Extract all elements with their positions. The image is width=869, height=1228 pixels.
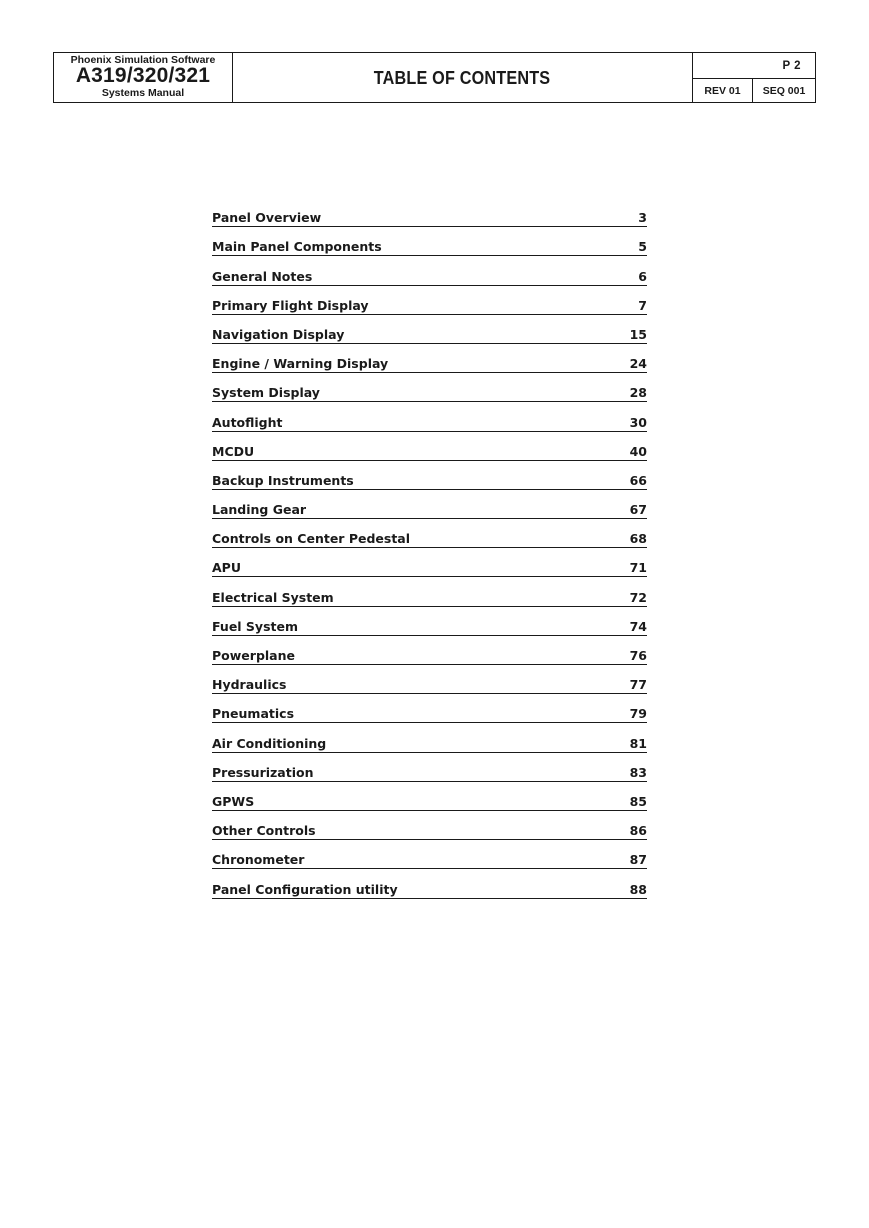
toc-entry-page-number: 88 [629, 881, 647, 897]
toc-entry[interactable] [212, 519, 647, 548]
toc-entry-title: APU [212, 560, 241, 576]
toc-entry-title: Navigation Display [212, 326, 345, 342]
toc-entry-title: Hydraulics [212, 677, 287, 693]
toc-entry[interactable] [212, 636, 647, 665]
toc-entry[interactable] [212, 811, 647, 840]
toc-entry-title: Pressurization [212, 764, 314, 780]
toc-entry-page-number: 67 [629, 502, 647, 518]
toc-entry[interactable] [212, 753, 647, 782]
toc-entry-page-number: 71 [629, 560, 647, 576]
toc-entry-page-number: 3 [638, 210, 647, 226]
toc-entry-page-number: 68 [629, 531, 647, 547]
toc-entry-title: Engine / Warning Display [212, 356, 389, 372]
toc-entry-title: Fuel System [212, 618, 298, 634]
toc-entry-page-number: 24 [629, 356, 647, 372]
toc-entry-title: Electrical System [212, 589, 334, 605]
toc-entry[interactable] [212, 286, 647, 315]
toc-entry[interactable] [212, 461, 647, 490]
toc-entry-title: Controls on Center Pedestal [212, 531, 411, 547]
toc-entry-page-number: 81 [629, 735, 647, 751]
toc-entry-page-number: 66 [629, 472, 647, 488]
toc-entry-page-number: 86 [629, 823, 647, 839]
toc-entry-title: Chronometer [212, 852, 305, 868]
aircraft-model: A319/320/321 [75, 64, 211, 87]
toc-entry[interactable] [212, 402, 647, 431]
toc-entry[interactable] [212, 869, 647, 898]
toc-entry[interactable] [212, 344, 647, 373]
toc-entry-title: Panel Configuration utility [212, 881, 398, 897]
revision-label: REV 01 [693, 79, 753, 102]
toc-entry-page-number: 74 [629, 618, 647, 634]
toc-entry[interactable] [212, 607, 647, 636]
toc-entry[interactable] [212, 782, 647, 811]
toc-entry-page-number: 15 [629, 326, 647, 342]
toc-entry-page-number: 40 [629, 443, 647, 459]
toc-entry-page-number: 76 [629, 648, 647, 663]
toc-entry-title: Main Panel Components [212, 239, 382, 255]
toc-entry-title: Landing Gear [212, 502, 307, 518]
toc-entry[interactable] [212, 315, 647, 344]
toc-entry-title: Primary Flight Display [212, 297, 369, 313]
revision-row [693, 79, 815, 102]
toc-entry[interactable] [212, 373, 647, 402]
toc-entry[interactable] [212, 256, 647, 285]
toc-entry[interactable] [212, 227, 647, 256]
title-cell [233, 53, 693, 102]
toc-entry-page-number: 87 [629, 852, 647, 868]
manual-name: Systems Manual [101, 87, 185, 99]
toc-entry-page-number: 28 [629, 385, 647, 401]
toc-entry-title: Air Conditioning [212, 735, 327, 751]
table-of-contents [212, 198, 647, 899]
toc-entry-title: Backup Instruments [212, 472, 354, 488]
toc-entry[interactable] [212, 432, 647, 461]
page-title: TABLE OF CONTENTS [374, 68, 551, 88]
sequence-label: SEQ 001 [762, 84, 806, 97]
brand-block [54, 53, 233, 102]
toc-entry-title: Autoflight [212, 414, 283, 430]
toc-entry-title: Pneumatics [212, 706, 295, 722]
toc-entry[interactable] [212, 665, 647, 694]
page-number: P 2 [693, 53, 815, 79]
toc-entry-title: System Display [212, 385, 320, 401]
toc-entry-page-number: 6 [638, 268, 647, 284]
toc-entry[interactable] [212, 198, 647, 227]
toc-entry-page-number: 85 [629, 793, 647, 809]
toc-entry-page-number: 79 [629, 706, 647, 722]
toc-entry-title: MCDU [212, 443, 255, 459]
page-header [53, 52, 816, 103]
toc-entry-page-number: 83 [629, 764, 647, 780]
company-name: Phoenix Simulation Software [70, 54, 216, 66]
toc-entry-page-number: 72 [629, 589, 647, 605]
toc-entry-title: Powerplane [212, 648, 295, 663]
toc-entry-title: Other Controls [212, 823, 316, 839]
toc-entry-page-number: 30 [629, 414, 647, 430]
toc-entry[interactable] [212, 490, 647, 519]
toc-entry[interactable] [212, 840, 647, 869]
toc-entry-page-number: 7 [638, 297, 647, 313]
doc-meta [693, 53, 815, 102]
toc-entry[interactable] [212, 694, 647, 723]
toc-entry[interactable] [212, 723, 647, 752]
toc-entry-page-number: 77 [629, 677, 647, 693]
toc-entry-title: General Notes [212, 268, 313, 284]
toc-entry[interactable] [212, 548, 647, 577]
toc-entry-title: GPWS [212, 793, 255, 809]
toc-entry[interactable] [212, 577, 647, 606]
toc-entry-page-number: 5 [638, 239, 647, 255]
toc-entry-title: Panel Overview [212, 210, 322, 226]
